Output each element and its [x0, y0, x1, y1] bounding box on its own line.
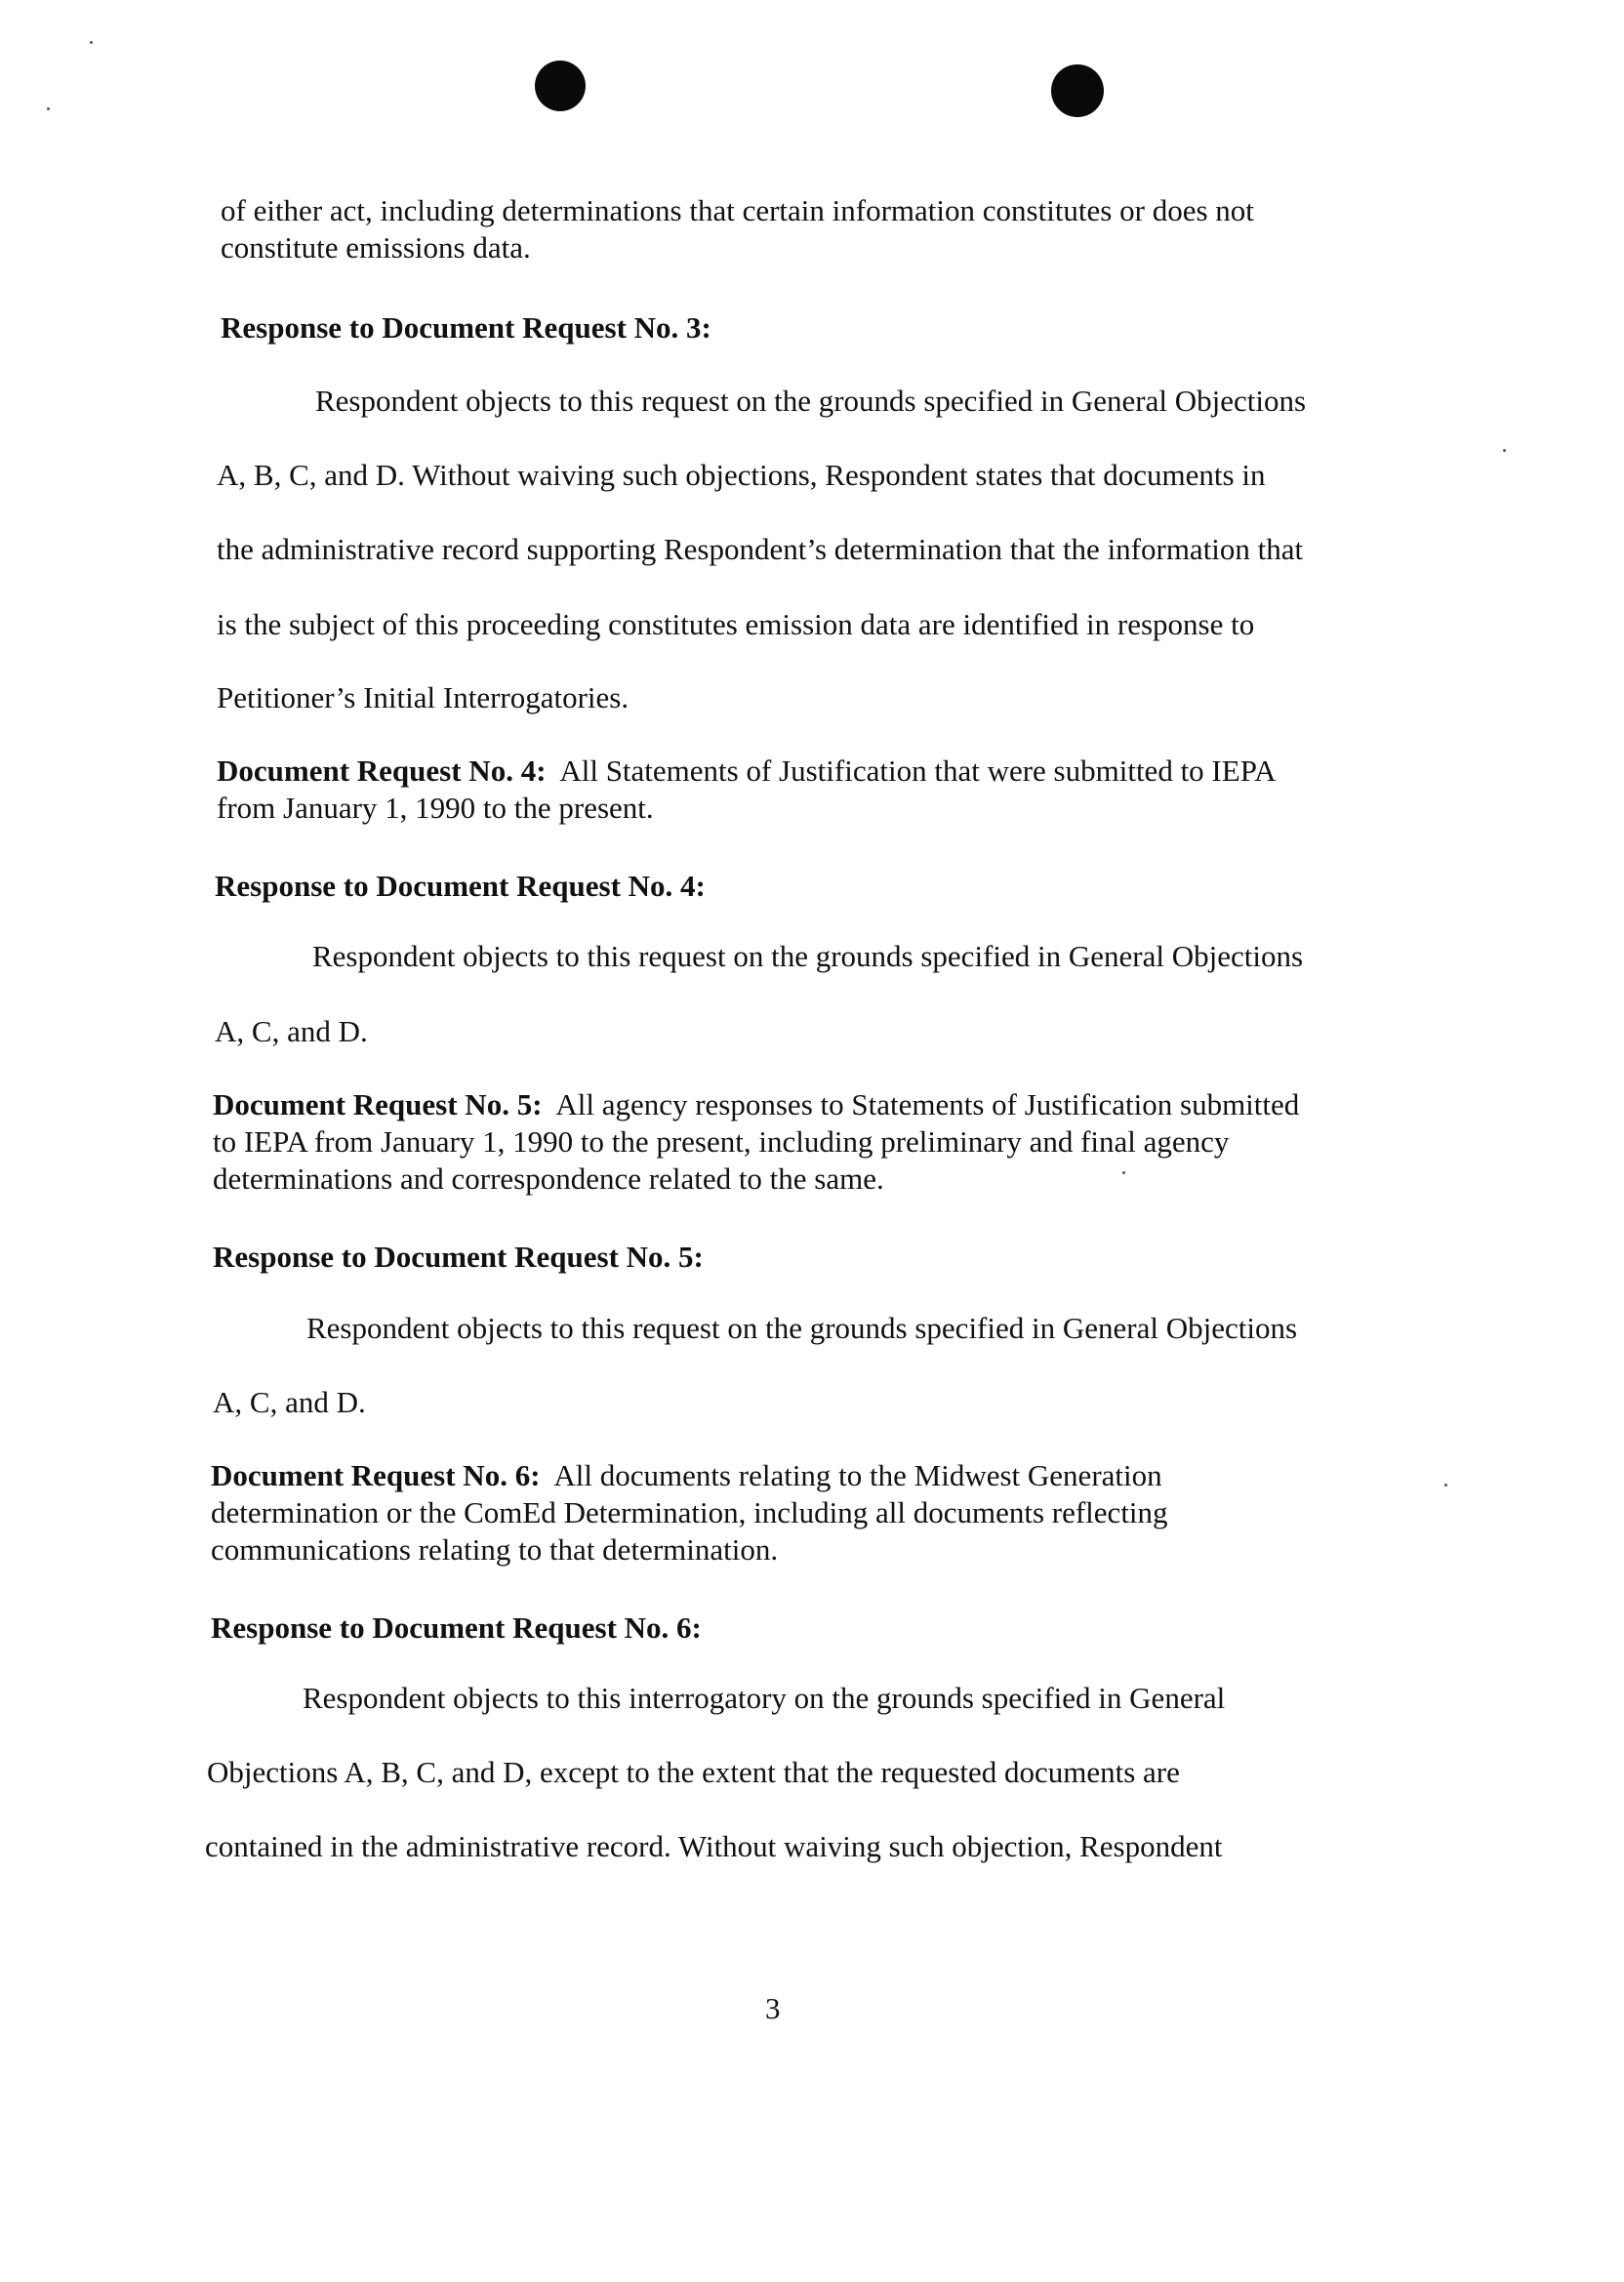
- request-4-text: All Statements of Justification that were submitted to IEPA: [559, 754, 1277, 788]
- request-4-label: Document Request No. 4:: [217, 754, 547, 788]
- response-3-line-2: A, B, C, and D. Without waiving such objections, Respondent states that documents in: [217, 458, 1266, 492]
- response-4-line-1: Respondent objects to this request on the grounds specified in General Objections: [312, 939, 1304, 973]
- request-5-line-1: [213, 1087, 1299, 1122]
- request-5-line-2: to IEPA from January 1, 1990 to the present, including preliminary and final agency: [213, 1124, 1230, 1159]
- response-5-line-1: Respondent objects to this request on the grounds specified in General Objections: [306, 1311, 1298, 1345]
- response-3-line-1: Respondent objects to this request on the grounds specified in General Objections: [315, 384, 1307, 418]
- continuation-line-2: constitute emissions data.: [221, 230, 531, 265]
- response-3-heading: Response to Document Request No. 3:: [221, 310, 711, 345]
- scan-speck: [1503, 449, 1506, 452]
- scan-speck: [90, 41, 93, 44]
- response-4-heading: Response to Document Request No. 4:: [215, 869, 706, 903]
- response-3-line-3: the administrative record supporting Respondent’s determination that the information that: [217, 532, 1304, 566]
- page-number: 3: [765, 1991, 781, 2025]
- response-3-line-5: Petitioner’s Initial Interrogatories.: [217, 680, 629, 714]
- request-6-line-3: communications relating to that determination.: [211, 1532, 779, 1567]
- response-6-line-1: Respondent objects to this interrogatory on the grounds specified in General: [303, 1681, 1226, 1715]
- request-5-text: All agency responses to Statements of Justification submitted: [555, 1087, 1300, 1121]
- response-5-heading: Response to Document Request No. 5:: [213, 1240, 704, 1274]
- response-3-line-4: is the subject of this proceeding constitutes emission data are identified in response to: [217, 607, 1255, 641]
- response-4-line-2: A, C, and D.: [215, 1014, 368, 1048]
- request-6-text: All documents relating to the Midwest Generation: [553, 1458, 1162, 1492]
- request-4-line-1: [217, 754, 1276, 789]
- request-6-line-1: [211, 1458, 1162, 1493]
- response-5-line-2: A, C, and D.: [213, 1385, 366, 1419]
- punch-hole-left: [535, 61, 586, 111]
- scan-speck: [47, 107, 50, 110]
- response-6-line-3: contained in the administrative record. Without waiving such objection, Respondent: [205, 1829, 1223, 1863]
- request-6-label: Document Request No. 6:: [211, 1458, 541, 1492]
- request-5-label: Document Request No. 5:: [213, 1087, 543, 1121]
- response-6-heading: Response to Document Request No. 6:: [211, 1610, 702, 1645]
- continuation-line-1: of either act, including determinations that certain information constitutes or does not: [221, 193, 1254, 227]
- scan-speck: [1122, 1171, 1125, 1174]
- response-6-line-2: Objections A, B, C, and D, except to the extent that the requested documents are: [207, 1755, 1180, 1789]
- request-5-line-3: determinations and correspondence related to the same.: [213, 1161, 884, 1196]
- request-6-line-2: determination or the ComEd Determination, including all documents reflecting: [211, 1495, 1168, 1529]
- punch-hole-right: [1051, 64, 1104, 117]
- request-4-line-2: from January 1, 1990 to the present.: [217, 791, 654, 825]
- scan-speck: [1444, 1484, 1447, 1487]
